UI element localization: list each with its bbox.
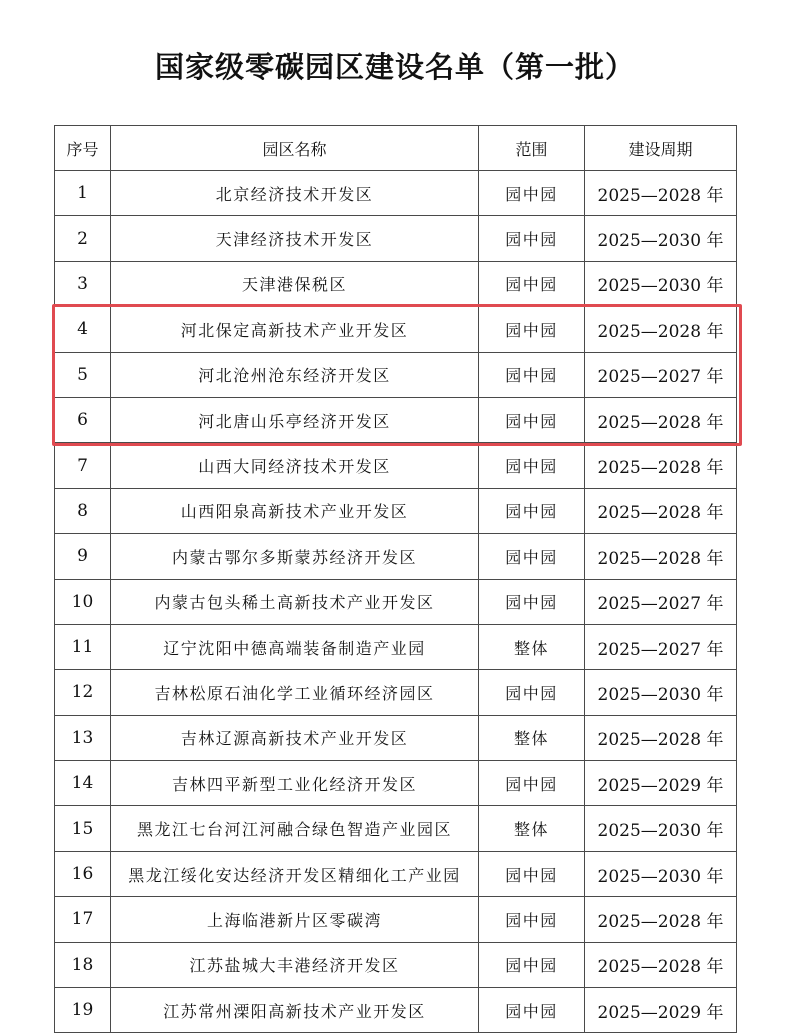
column-header-no: 序号 xyxy=(55,126,111,171)
scope-cell: 园中园 xyxy=(479,534,585,579)
row-number: 11 xyxy=(55,624,111,669)
table-row xyxy=(55,579,737,624)
table-row xyxy=(55,488,737,533)
table-row xyxy=(55,806,737,851)
period-cell: 2025—2030 年 xyxy=(585,851,737,896)
table-header-row xyxy=(55,126,737,171)
park-name: 内蒙古鄂尔多斯蒙苏经济开发区 xyxy=(111,534,479,579)
table-row xyxy=(55,715,737,760)
park-list-table xyxy=(54,125,737,1033)
row-number: 9 xyxy=(55,534,111,579)
period-cell: 2025—2028 年 xyxy=(585,443,737,488)
row-number: 19 xyxy=(55,988,111,1033)
document-title: 国家级零碳园区建设名单（第一批） xyxy=(154,50,635,84)
scope-cell: 园中园 xyxy=(479,670,585,715)
table-row xyxy=(55,897,737,942)
table-row xyxy=(55,624,737,669)
scope-cell: 园中园 xyxy=(479,307,585,352)
period-cell: 2025—2028 年 xyxy=(585,534,737,579)
column-header-name: 园区名称 xyxy=(111,126,479,171)
row-number: 7 xyxy=(55,443,111,488)
table-row xyxy=(55,670,737,715)
park-name: 黑龙江七台河江河融合绿色智造产业园区 xyxy=(111,806,479,851)
park-name: 山西阳泉高新技术产业开发区 xyxy=(111,488,479,533)
period-cell: 2025—2028 年 xyxy=(585,942,737,987)
row-number: 13 xyxy=(55,715,111,760)
park-name: 天津港保税区 xyxy=(111,261,479,306)
period-cell: 2025—2027 年 xyxy=(585,624,737,669)
row-number: 16 xyxy=(55,851,111,896)
column-header-scope: 范围 xyxy=(479,126,585,171)
scope-cell: 园中园 xyxy=(479,851,585,896)
table-row xyxy=(55,307,737,352)
row-number: 18 xyxy=(55,942,111,987)
row-number: 3 xyxy=(55,261,111,306)
period-cell: 2025—2029 年 xyxy=(585,761,737,806)
period-cell: 2025—2027 年 xyxy=(585,352,737,397)
table-row xyxy=(55,261,737,306)
period-cell: 2025—2030 年 xyxy=(585,216,737,261)
period-cell: 2025—2028 年 xyxy=(585,307,737,352)
table-row xyxy=(55,534,737,579)
park-name: 吉林松原石油化学工业循环经济园区 xyxy=(111,670,479,715)
row-number: 10 xyxy=(55,579,111,624)
period-cell: 2025—2028 年 xyxy=(585,397,737,442)
table-row xyxy=(55,942,737,987)
row-number: 4 xyxy=(55,307,111,352)
period-cell: 2025—2027 年 xyxy=(585,579,737,624)
park-name: 河北沧州沧东经济开发区 xyxy=(111,352,479,397)
table-row xyxy=(55,988,737,1033)
table-row xyxy=(55,761,737,806)
table-row xyxy=(55,397,737,442)
scope-cell: 整体 xyxy=(479,624,585,669)
park-name: 辽宁沈阳中德高端装备制造产业园 xyxy=(111,624,479,669)
period-cell: 2025—2029 年 xyxy=(585,988,737,1033)
row-number: 17 xyxy=(55,897,111,942)
park-name: 内蒙古包头稀土高新技术产业开发区 xyxy=(111,579,479,624)
park-name: 河北保定高新技术产业开发区 xyxy=(111,307,479,352)
park-name: 吉林辽源高新技术产业开发区 xyxy=(111,715,479,760)
row-number: 8 xyxy=(55,488,111,533)
period-cell: 2025—2030 年 xyxy=(585,261,737,306)
period-cell: 2025—2028 年 xyxy=(585,715,737,760)
scope-cell: 园中园 xyxy=(479,897,585,942)
park-name: 北京经济技术开发区 xyxy=(111,171,479,216)
park-name: 山西大同经济技术开发区 xyxy=(111,443,479,488)
period-cell: 2025—2030 年 xyxy=(585,670,737,715)
row-number: 6 xyxy=(55,397,111,442)
row-number: 14 xyxy=(55,761,111,806)
row-number: 5 xyxy=(55,352,111,397)
table-row xyxy=(55,851,737,896)
table-row xyxy=(55,171,737,216)
park-name: 天津经济技术开发区 xyxy=(111,216,479,261)
table-row xyxy=(55,443,737,488)
scope-cell: 园中园 xyxy=(479,988,585,1033)
period-cell: 2025—2028 年 xyxy=(585,897,737,942)
scope-cell: 园中园 xyxy=(479,171,585,216)
column-header-period: 建设周期 xyxy=(585,126,737,171)
scope-cell: 园中园 xyxy=(479,352,585,397)
row-number: 2 xyxy=(55,216,111,261)
park-name: 河北唐山乐亭经济开发区 xyxy=(111,397,479,442)
scope-cell: 整体 xyxy=(479,806,585,851)
park-name: 黑龙江绥化安达经济开发区精细化工产业园 xyxy=(111,851,479,896)
period-cell: 2025—2028 年 xyxy=(585,488,737,533)
table-row xyxy=(55,352,737,397)
scope-cell: 整体 xyxy=(479,715,585,760)
park-name: 吉林四平新型工业化经济开发区 xyxy=(111,761,479,806)
period-cell: 2025—2028 年 xyxy=(585,171,737,216)
park-name: 江苏常州溧阳高新技术产业开发区 xyxy=(111,988,479,1033)
scope-cell: 园中园 xyxy=(479,942,585,987)
scope-cell: 园中园 xyxy=(479,488,585,533)
scope-cell: 园中园 xyxy=(479,397,585,442)
scope-cell: 园中园 xyxy=(479,761,585,806)
park-name: 江苏盐城大丰港经济开发区 xyxy=(111,942,479,987)
scope-cell: 园中园 xyxy=(479,443,585,488)
scope-cell: 园中园 xyxy=(479,261,585,306)
row-number: 12 xyxy=(55,670,111,715)
row-number: 1 xyxy=(55,171,111,216)
park-name: 上海临港新片区零碳湾 xyxy=(111,897,479,942)
scope-cell: 园中园 xyxy=(479,216,585,261)
scope-cell: 园中园 xyxy=(479,579,585,624)
table-row xyxy=(55,216,737,261)
period-cell: 2025—2030 年 xyxy=(585,806,737,851)
row-number: 15 xyxy=(55,806,111,851)
